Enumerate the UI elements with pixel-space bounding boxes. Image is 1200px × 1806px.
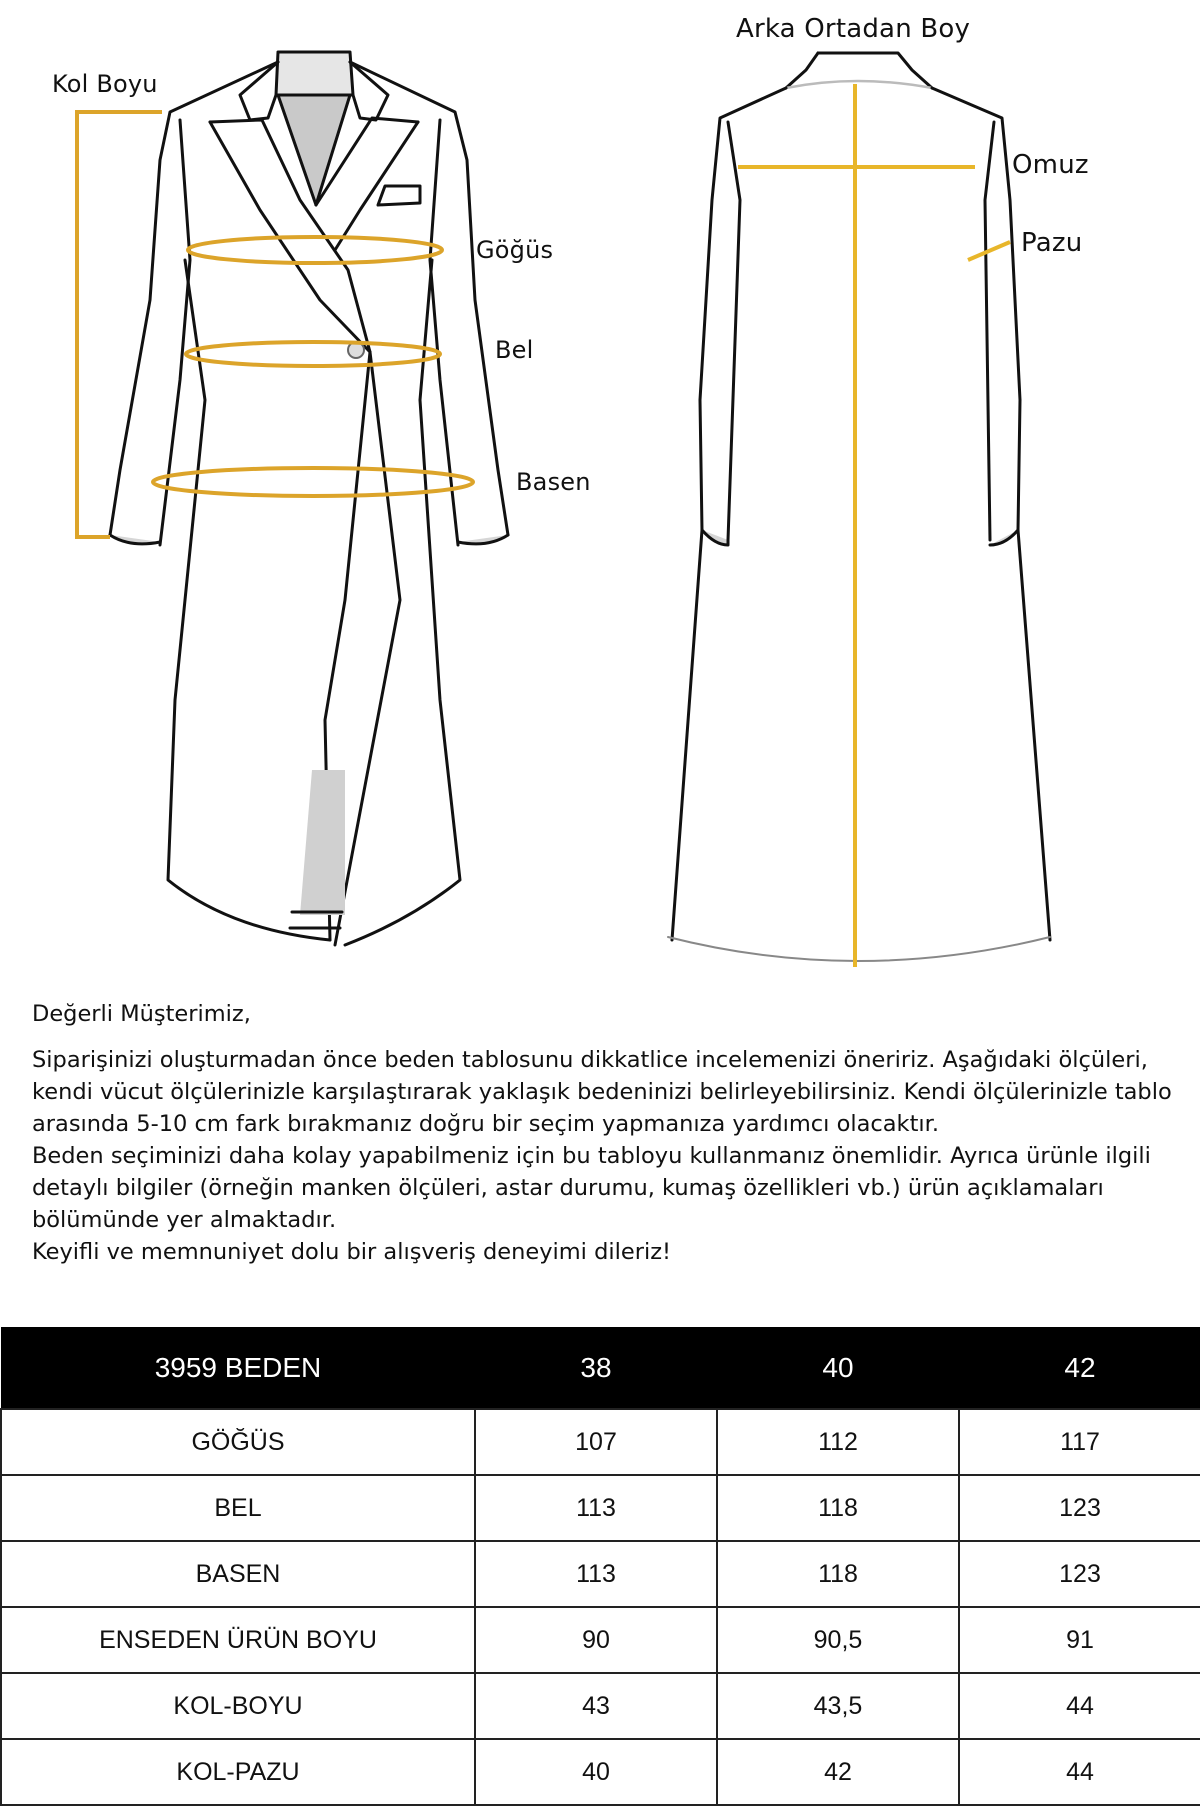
- header-size-38: 38: [475, 1327, 717, 1409]
- label-pazu: Pazu: [1021, 228, 1083, 258]
- header-product-code: 3959 BEDEN: [1, 1327, 475, 1409]
- intro-paragraph-3: Keyifli ve memnuniyet dolu bir alışveriş deneyimi dileriz!: [32, 1239, 672, 1265]
- back-measurement-lines: [738, 84, 1010, 967]
- table-row: [1, 1739, 1200, 1805]
- cell: 113: [475, 1541, 717, 1607]
- back-coat-drawing: [668, 53, 1050, 961]
- size-table-header: [1, 1327, 1200, 1409]
- label-arka-ortadan-boy: Arka Ortadan Boy: [736, 14, 971, 44]
- cell: 113: [475, 1475, 717, 1541]
- table-row: [1, 1475, 1200, 1541]
- front-measurement-lines: [77, 112, 473, 537]
- table-row: [1, 1541, 1200, 1607]
- pazu-line: [968, 242, 1010, 260]
- cell: 90: [475, 1607, 717, 1673]
- front-coat-drawing: [110, 52, 508, 945]
- cell: 43,5: [717, 1673, 959, 1739]
- label-bel: Bel: [495, 336, 534, 364]
- cell: 44: [959, 1739, 1200, 1805]
- cell: 44: [959, 1673, 1200, 1739]
- cell: 43: [475, 1673, 717, 1739]
- table-row: [1, 1607, 1200, 1673]
- cell: 107: [475, 1409, 717, 1475]
- gogus-ring: [188, 237, 442, 263]
- cell: 118: [717, 1541, 959, 1607]
- table-row: [1, 1673, 1200, 1739]
- row-label: ENSEDEN ÜRÜN BOYU: [1, 1607, 475, 1673]
- header-size-42: 42: [959, 1327, 1200, 1409]
- cell: 117: [959, 1409, 1200, 1475]
- label-omuz: Omuz: [1012, 150, 1089, 180]
- row-label: GÖĞÜS: [1, 1409, 475, 1475]
- cell: 90,5: [717, 1607, 959, 1673]
- header-size-40: 40: [717, 1327, 959, 1409]
- label-kol-boyu: Kol Boyu: [52, 70, 158, 98]
- intro-text: [32, 998, 1182, 1268]
- row-label: KOL-PAZU: [1, 1739, 475, 1805]
- row-label: BEL: [1, 1475, 475, 1541]
- intro-paragraph-1: Siparişinizi oluşturmadan önce beden tablosunu dikkatlice incelemenizi öneririz. Aşağıdaki ölçüleri, kendi vücut ölçülerinizle karşılaştırarak yaklaşık bedeninizi belirleyebilirsiniz. Kendi ölçülerinizle tablo arasında 5-10 cm fark bırakmanız doğru bir seçim yapmanıza yardımcı olacaktır.: [32, 1047, 1172, 1137]
- cell: 123: [959, 1541, 1200, 1607]
- cell: 123: [959, 1475, 1200, 1541]
- cell: 91: [959, 1607, 1200, 1673]
- size-table: [0, 1327, 1200, 1806]
- cell: 112: [717, 1409, 959, 1475]
- greeting: Değerli Müşterimiz,: [32, 1001, 251, 1027]
- table-row: [1, 1409, 1200, 1475]
- cell: 40: [475, 1739, 717, 1805]
- cell: 42: [717, 1739, 959, 1805]
- intro-paragraph-2: Beden seçiminizi daha kolay yapabilmeniz için bu tabloyu kullanmanız önemlidir. Ayrıca ürünle ilgili detaylı bilgiler (örneğin manken ölçüleri, astar durumu, kumaş özellikleri vb.) ürün açıklamaları bölümünde yer almaktadır.: [32, 1143, 1151, 1233]
- row-label: KOL-BOYU: [1, 1673, 475, 1739]
- cell: 118: [717, 1475, 959, 1541]
- row-label: BASEN: [1, 1541, 475, 1607]
- label-gogus: Göğüs: [476, 236, 554, 264]
- bel-ring: [186, 342, 440, 366]
- label-basen: Basen: [516, 468, 591, 496]
